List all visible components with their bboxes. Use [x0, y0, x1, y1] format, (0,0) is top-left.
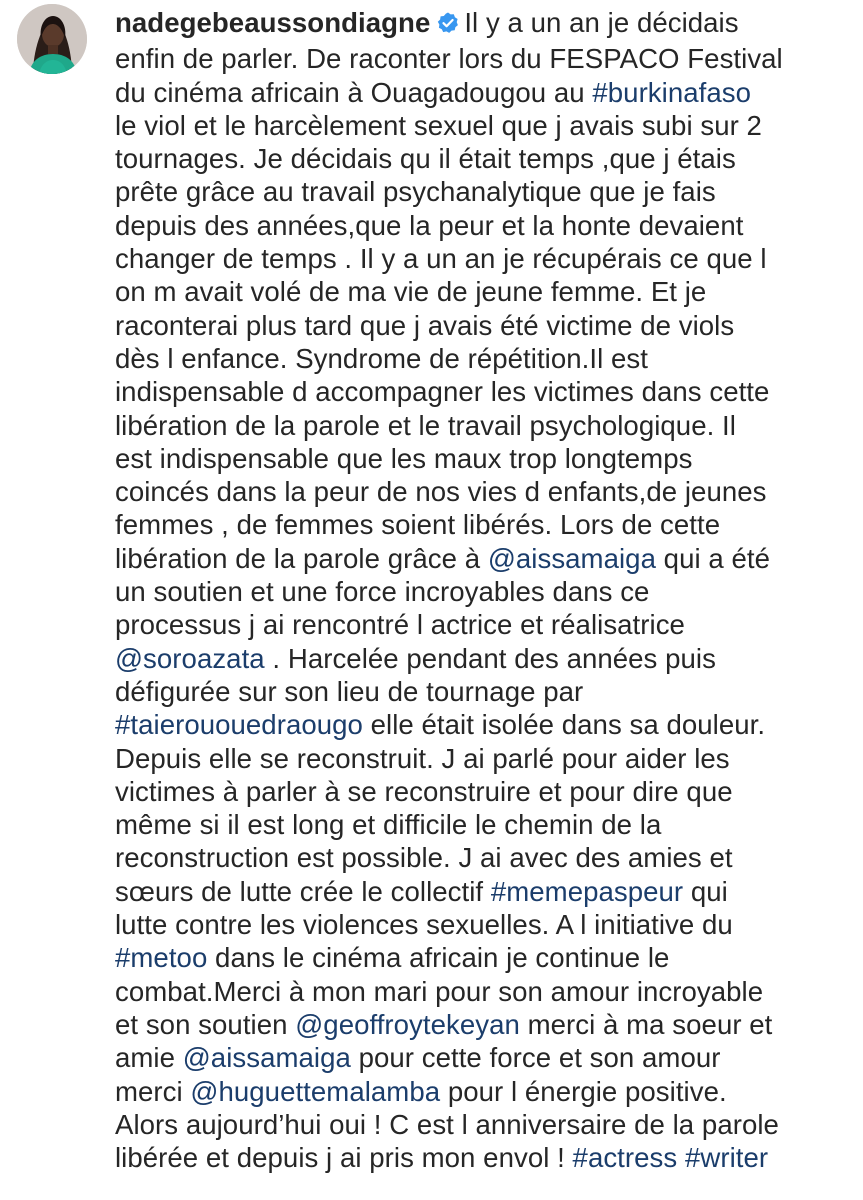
caption-text-segment: libération de la parole grâce à: [115, 542, 488, 574]
caption-text-segment: du cinéma africain à Ouagadougou au: [115, 76, 593, 108]
caption-text-segment: merci: [115, 1075, 191, 1107]
caption-line: [115, 1141, 845, 1174]
caption-text-segment: amie: [115, 1042, 183, 1074]
caption-line: [115, 875, 845, 908]
caption-text-segment: indispensable d accompagner les victimes dans cette: [115, 376, 770, 408]
caption-text-segment: pour l énergie positive.: [440, 1075, 727, 1107]
caption-text-segment: Depuis elle se reconstruit. J ai parlé pour aider les: [115, 742, 730, 774]
caption-line: [115, 142, 845, 175]
caption-line: [115, 508, 845, 541]
caption-text: [115, 6, 845, 1174]
caption-line: [115, 409, 845, 442]
caption-line: [115, 475, 845, 508]
caption-text-segment: elle était isolée dans sa douleur.: [362, 709, 766, 741]
hashtag-link[interactable]: #burkinafaso: [592, 76, 751, 108]
caption-line: [115, 841, 845, 874]
caption-line: [115, 542, 845, 575]
mention-link[interactable]: @geoffroytekeyan: [295, 1008, 520, 1040]
caption-line: [115, 808, 845, 841]
caption-line: [115, 109, 845, 142]
caption-text-segment: qui a été: [655, 542, 770, 574]
caption-text-segment: pour cette force et son amour: [350, 1042, 721, 1074]
caption-text-segment: même si il est long et difficile le chemin de la: [115, 809, 662, 841]
caption-text-segment: depuis des années,que la peur et la honte devaient: [115, 209, 744, 241]
caption-text-segment: femmes , de femmes soient libérés. Lors de cette: [115, 509, 721, 541]
avatar-photo: [17, 4, 87, 74]
caption-line: [115, 608, 845, 641]
mention-link[interactable]: @aissamaiga: [487, 542, 656, 574]
caption-text-segment: tournages. Je décidais qu il était temps ,que j étais: [115, 143, 736, 175]
caption-text-segment: est indispensable que les maux trop longtemps: [115, 442, 693, 474]
caption-line: [115, 209, 845, 242]
hashtag-link[interactable]: #metoo: [115, 942, 208, 974]
caption-text-segment: dès l enfance. Syndrome de répétition.Il est: [115, 342, 648, 374]
caption-text-segment: libérée et depuis j ai pris mon envol !: [115, 1142, 573, 1174]
caption-line: [115, 775, 845, 808]
caption-text-segment: un soutien et une force incroyables dans ce: [115, 576, 650, 608]
caption-text-segment: Alors aujourd’hui oui ! C est l anniversaire de la parole: [115, 1108, 779, 1140]
mention-link[interactable]: @huguettemalamba: [190, 1075, 441, 1107]
mention-link[interactable]: @aissamaiga: [182, 1042, 351, 1074]
caption-text-segment: victimes à parler à se reconstruire et pour dire que: [115, 775, 733, 807]
caption-line: [115, 642, 845, 675]
caption-line: [115, 675, 845, 708]
caption-text-segment: sœurs de lutte crée le collectif: [115, 875, 491, 907]
caption-line: [115, 941, 845, 974]
caption-line: [115, 242, 845, 275]
caption-line: [115, 175, 845, 208]
caption-line: [115, 708, 845, 741]
verified-badge-icon: [436, 9, 460, 42]
caption-line: [115, 275, 845, 308]
caption-text-segment: on m avait volé de ma vie de jeune femme. Et je: [115, 276, 707, 308]
hashtag-link[interactable]: #writer: [684, 1142, 769, 1174]
caption-line: [115, 975, 845, 1008]
caption-line: [115, 375, 845, 408]
caption-line: [115, 1108, 845, 1141]
caption-line: [115, 6, 845, 42]
caption-text-segment: changer de temps . Il y a un an je récupérais ce que l: [115, 243, 767, 275]
caption-text-segment: reconstruction est possible. J ai avec des amies et: [115, 842, 733, 874]
caption-text-segment: qui: [683, 875, 728, 907]
caption-line: [115, 342, 845, 375]
caption-line: [115, 76, 845, 109]
caption-text-segment: Il y a un an je décidais: [464, 7, 739, 38]
caption-line: [115, 1008, 845, 1041]
caption-line: [115, 309, 845, 342]
caption-line: [115, 1075, 845, 1108]
caption-text-segment: merci à ma soeur et: [519, 1008, 773, 1040]
caption-text-segment: lutte contre les violences sexuelles. A l initiative du: [115, 909, 733, 941]
hashtag-link[interactable]: #taierououedraougo: [115, 709, 363, 741]
hashtag-link[interactable]: #actress: [572, 1142, 678, 1174]
caption-line: [115, 42, 845, 75]
caption-line: [115, 742, 845, 775]
caption-line: [115, 1041, 845, 1074]
caption-text-segment: processus j ai rencontré l actrice et réalisatrice: [115, 609, 685, 641]
caption-text-segment: prête grâce au travail psychanalytique que je fais: [115, 176, 716, 208]
caption-line: [115, 908, 845, 941]
caption-line: [115, 442, 845, 475]
mention-link[interactable]: @soroazata: [115, 642, 265, 674]
caption-text-segment: . Harcelée pendant des années puis: [264, 642, 716, 674]
caption-text-segment: le viol et le harcèlement sexuel que j avais subi sur 2: [115, 109, 762, 141]
caption-text-segment: libération de la parole et le travail psychologique. Il: [115, 409, 736, 441]
caption-text-segment: dans le cinéma africain je continue le: [207, 942, 670, 974]
caption-text-segment: coincés dans la peur de nos vies d enfants,de jeunes: [115, 476, 767, 508]
caption-text-segment: raconterai plus tard que j avais été victime de viols: [115, 309, 735, 341]
caption-text-segment: et son soutien: [115, 1008, 296, 1040]
caption-text-segment: défigurée sur son lieu de tournage par: [115, 675, 584, 707]
caption-line: [115, 575, 845, 608]
caption-text-segment: [677, 1142, 685, 1173]
caption-text-segment: combat.Merci à mon mari pour son amour incroyable: [115, 975, 764, 1007]
hashtag-link[interactable]: #memepaspeur: [490, 875, 684, 907]
caption-text-segment: enfin de parler. De raconter lors du FESPACO Festival: [115, 43, 783, 75]
profile-avatar[interactable]: [17, 4, 87, 74]
username-link[interactable]: nadegebeaussondiagne: [115, 7, 431, 38]
